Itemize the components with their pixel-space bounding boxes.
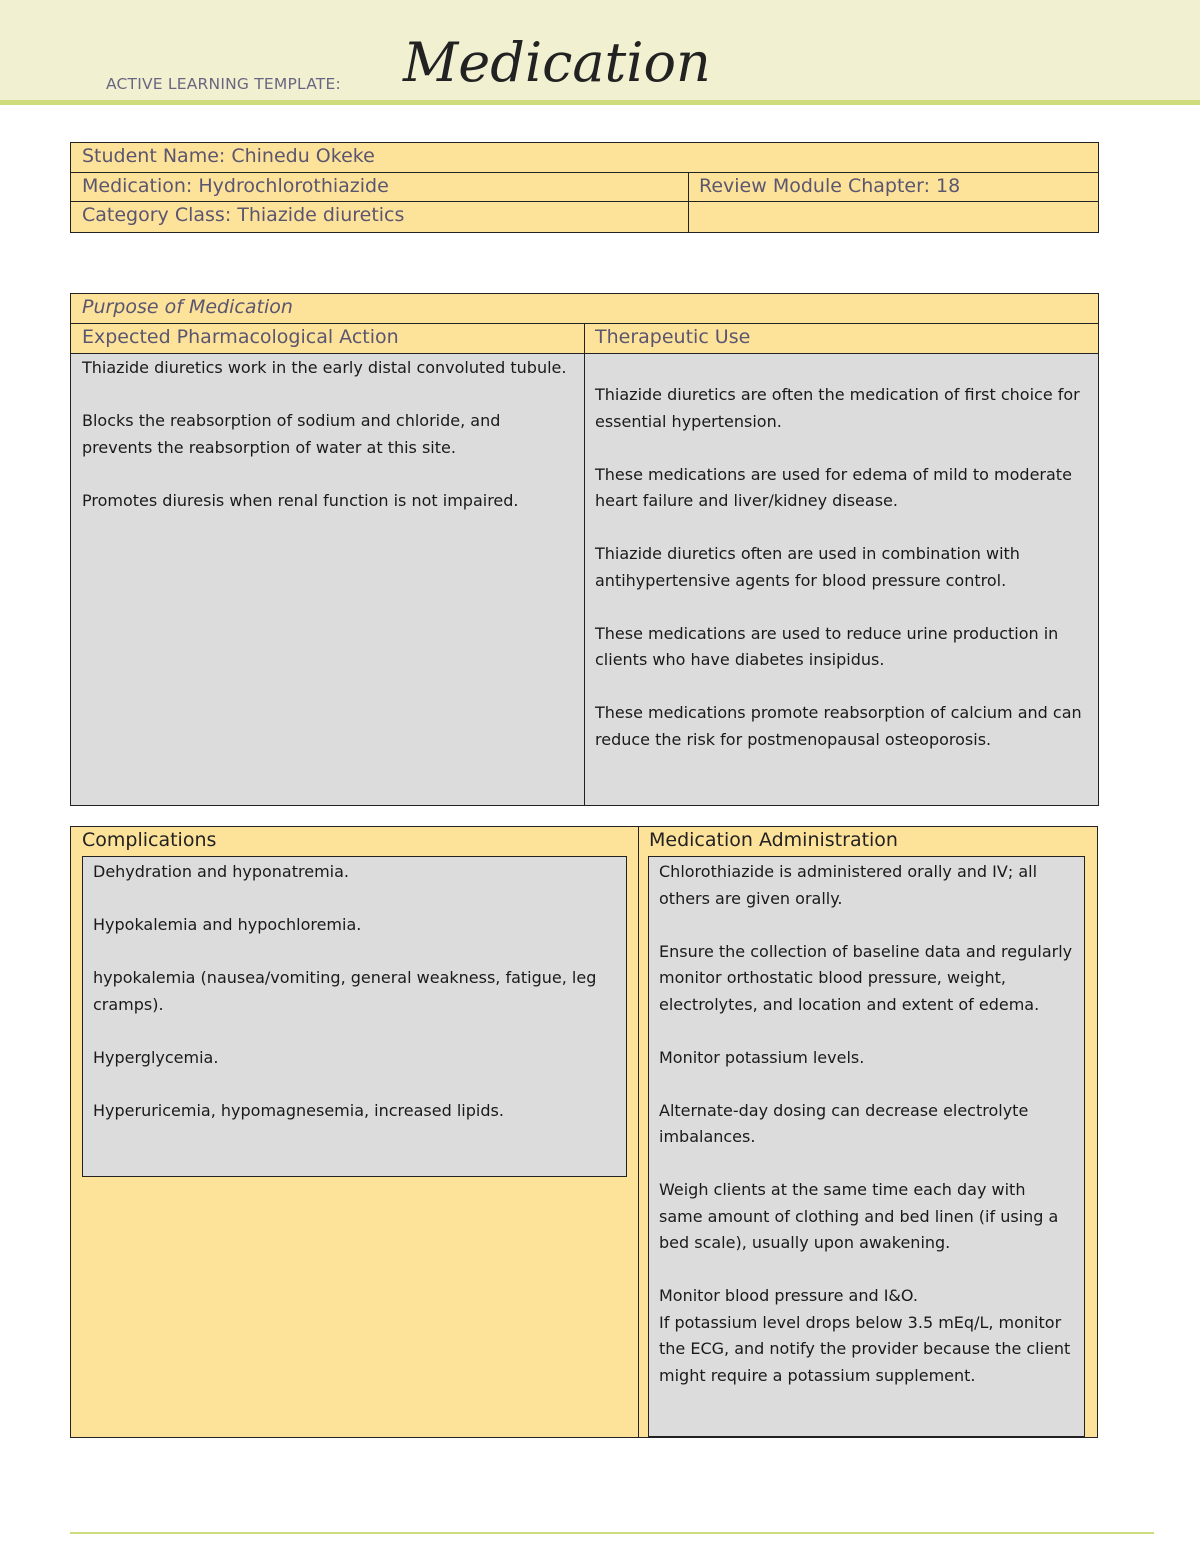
complications-heading: Complications [82,829,217,851]
administration-text: Chlorothiazide is administered orally and IV; all others are given orally. [659,862,1038,908]
therapeutic-use-text: These medications promote reabsorption of calcium and can reduce the risk for postmenopausal osteoporosis. [595,703,1082,749]
category-class: Category Class: Thiazide diuretics [82,204,405,226]
student-name: Student Name: Chinedu Okeke [82,145,375,167]
header-rule [0,100,1200,105]
expected-action-text: Thiazide diuretics work in the early distal convoluted tubule. [82,358,567,377]
empty-info-cell [688,201,1099,233]
review-module: Review Module Chapter: 18 [699,175,961,197]
expected-action-text: Blocks the reabsorption of sodium and chloride, and prevents the reabsorption of water at this site. [82,411,501,457]
page-title: Medication [403,31,711,94]
administration-text: If potassium level drops below 3.5 mEq/L, monitor the ECG, and notify the provider because the client might require a potassium supplement. [659,1312,1071,1385]
therapeutic-use-body [584,353,1099,806]
complication-text: Hyperglycemia. [93,1047,219,1067]
complications-body [82,856,627,1177]
therapeutic-use-heading: Therapeutic Use [595,326,751,348]
medication-name: Medication: Hydrochlorothiazide [82,175,389,197]
administration-text: Monitor potassium levels. [659,1047,865,1067]
purpose-title: Purpose of Medication [82,296,293,318]
administration-text: Weigh clients at the same time each day with same amount of clothing and bed linen (if using a bed scale), usually upon awakening. [659,1180,1059,1252]
therapeutic-use-text: These medications are used to reduce urine production in clients who have diabetes insipidus. [595,623,1059,669]
footer-rule [70,1532,1154,1534]
expected-action-text: Promotes diuresis when renal function is not impaired. [82,490,519,510]
expected-action-heading: Expected Pharmacological Action [82,326,399,348]
template-label: ACTIVE LEARNING TEMPLATE: [106,75,341,93]
student-name-cell [70,142,1099,173]
complication-text: Dehydration and hyponatremia. [93,862,349,881]
administration-text: Monitor blood pressure and I&O. [659,1286,918,1305]
administration-heading: Medication Administration [649,829,898,851]
category-class-cell [70,201,689,233]
medication-cell [70,172,689,202]
expected-action-body [70,353,585,806]
therapeutic-use-header-cell [584,323,1099,354]
administration-text: Ensure the collection of baseline data and regularly monitor orthostatic blood pressure, weight, electrolytes, and location and extent of edema. [659,941,1073,1014]
therapeutic-use-text: Thiazide diuretics often are used in combination with antihypertensive agents for blood pressure control. [595,544,1020,590]
complication-text: Hyperuricemia, hypomagnesemia, increased lipids. [93,1100,504,1120]
expected-action-header-cell [70,323,585,354]
review-module-cell [688,172,1099,202]
complication-text: Hypokalemia and hypochloremia. [93,915,362,934]
complication-text: hypokalemia (nausea/vomiting, general weakness, fatigue, leg cramps). [93,968,597,1014]
administration-text: Alternate-day dosing can decrease electrolyte imbalances. [659,1100,1029,1146]
administration-final-block [659,1283,1074,1389]
administration-body [648,856,1085,1437]
therapeutic-use-text: Thiazide diuretics are often the medication of first choice for essential hypertension. [595,385,1080,431]
purpose-title-cell [70,293,1099,324]
therapeutic-use-text: These medications are used for edema of mild to moderate heart failure and liver/kidney disease. [595,464,1072,510]
